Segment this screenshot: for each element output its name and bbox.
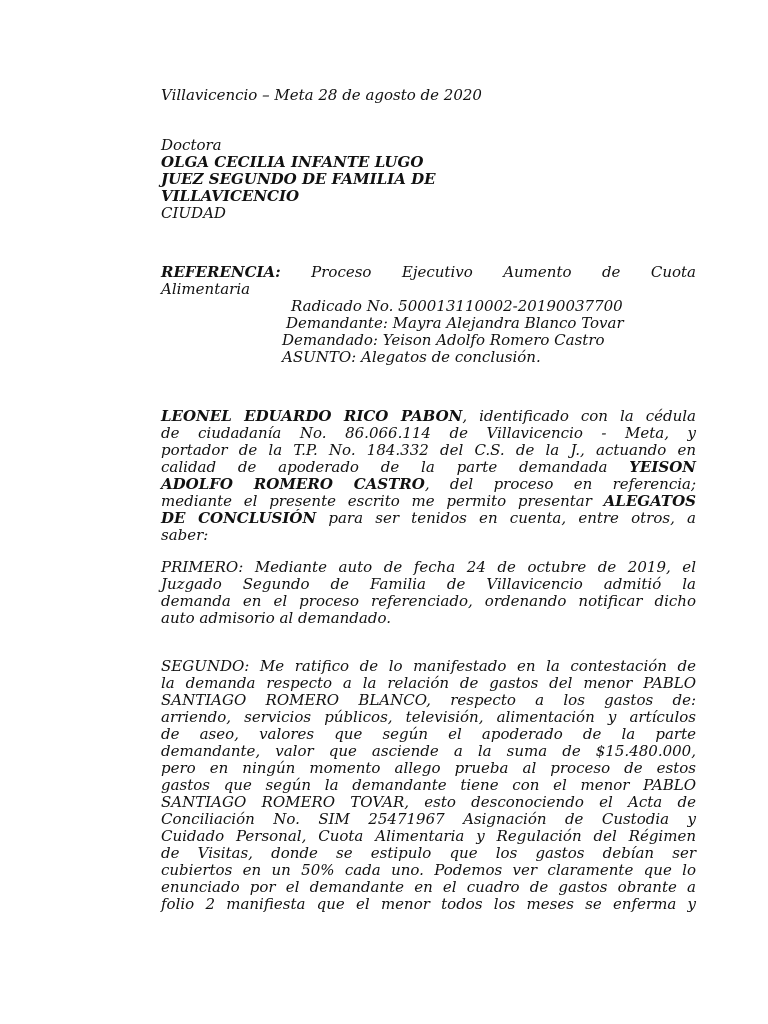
primero-paragraph: PRIMERO: Mediante auto de fecha 24 de octubre de 2019, el Juzgado Segundo de Familia de Villavicencio admitió la demanda en el proceso referenciado, ordenando notificar dicho auto admisorio al demandado.: [161, 558, 696, 627]
addressee-city: CIUDAD: [161, 204, 226, 222]
addressee-block: [161, 137, 696, 222]
reference-line-1: REFERENCIA: Proceso Ejecutivo Aumento de Cuota: [161, 263, 696, 281]
segundo-paragraph: SEGUNDO: Me ratifico de lo manifestado en la contestación de la demanda respecto a la relación de gastos del menor PABLO SANTIAGO ROMERO BLANCO, respecto a los gastos de: arriendo, servicios públicos, televisión, alimentación y artículos de aseo, valores que según el apoderado de la parte demandante, valor que asciende a la suma de $15.480.000, pero en ningún momento allego prueba al proceso de estos gastos que según la demandante tiene con el menor PABLO SANTIAGO ROMERO TOVAR, esto desconociendo el Acta de Conciliación No. SIM 25471967 Asignación de Custodia y Cuidado Personal, Cuota Alimentaria y Regulación del Régimen de Visitas, donde se estipulo que los gastos debían ser cubiertos en un 50% cada uno. Podemos ver claramente que lo enunciado por el demandante en el cuadro de gastos obrante a folio 2 manifiesta que el menor todos los meses se enferma y: [161, 657, 696, 913]
addressee-salutation: Doctora: [161, 136, 222, 154]
reference-radicado: Radicado No. 500013110002-20190037700: [291, 297, 623, 315]
reference-demandado: Demandado: Yeison Adolfo Romero Castro: [282, 331, 605, 349]
reference-demandante: Demandante: Mayra Alejandra Blanco Tovar: [286, 314, 624, 332]
addressee-title-1: JUEZ SEGUNDO DE FAMILIA DE: [161, 170, 436, 188]
addressee-name: OLGA CECILIA INFANTE LUGO: [161, 153, 424, 171]
intro-paragraph: LEONEL EDUARDO RICO PABON, identificado con la cédula de ciudadanía No. 86.066.114 de Villavicencio - Meta, y portador de la T.P. No. 184.332 del C.S. de la J., actuando en calidad de apoderado de la parte demandada YEISON ADOLFO ROMERO CASTRO, del proceso en referencia; mediante el presente escrito me permito presentar ALEGATOS DE CONCLUSIÓN para ser tenidos en cuenta, entre otros, a saber:: [161, 407, 697, 544]
reference-asunto: ASUNTO: Alegatos de conclusión.: [282, 348, 541, 366]
reference-block: [161, 264, 696, 298]
date-line: [161, 87, 696, 104]
reference-label: REFERENCIA:: [161, 263, 281, 281]
addressee-title-2: VILLAVICENCIO: [161, 187, 300, 205]
reference-line-2: Alimentaria: [161, 280, 251, 298]
date-text: Villavicencio – Meta 28 de agosto de 2020: [161, 86, 482, 104]
